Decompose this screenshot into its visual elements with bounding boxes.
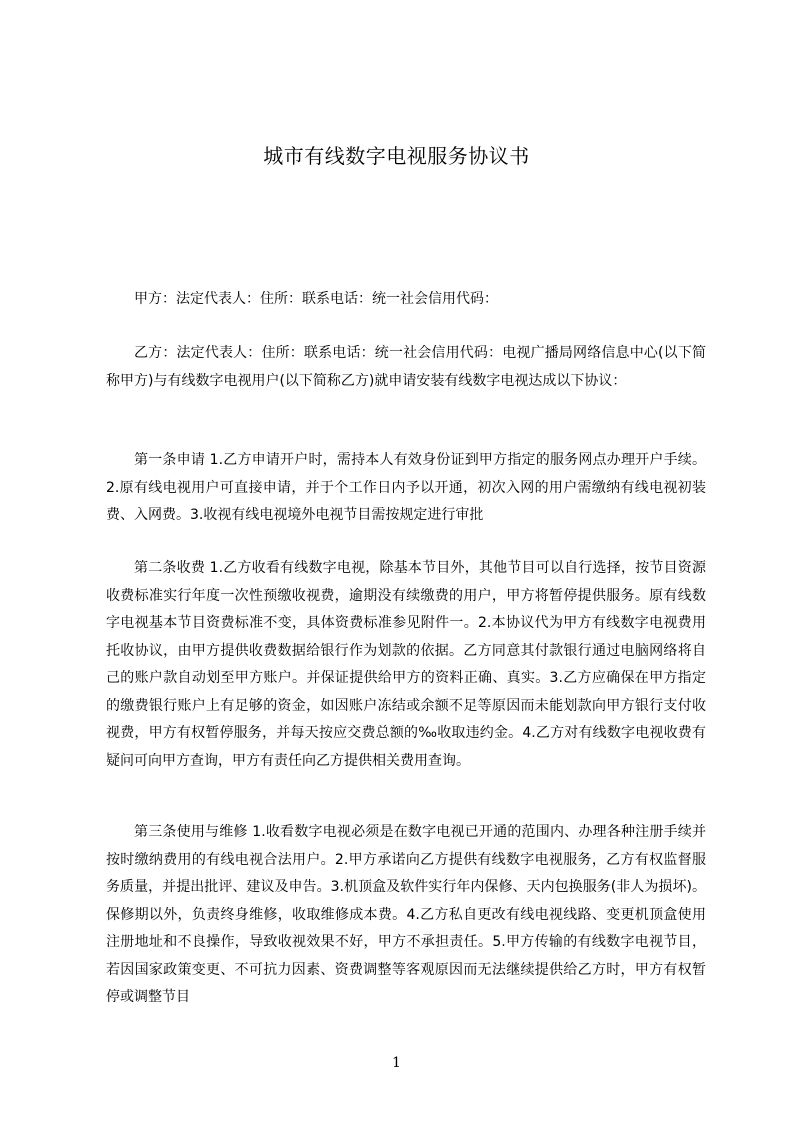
article-3-usage-maintenance: 第三条使用与维修 1.收看数字电视必须是在数字电视已开通的范围内、办理各种注册手续并按时缴纳费用的有线电视合法用户。2.甲方承诺向乙方提供有线数字电视服务，乙方有权监督服务质量，并提出批评、建议及申告。3.机顶盒及软件实行年内保修、天内包换服务(非人为损坏)。保修期以外，负责终身维修，收取维修成本费。4.乙方私自更改有线电视线路、变更机顶盒使用注册地址和不良操作，导致收视效果不好，甲方不承担责任。5.甲方传输的有线数字电视节目，若因国家政策变更、不可抗力因素、资费调整等客观原因而无法继续提供给乙方时，甲方有权暂停或调整节目 xyxy=(106,824,706,1005)
article-1-application: 第一条申请 1.乙方申请开户时，需持本人有效身份证到甲方指定的服务网点办理开户手续。2.原有线电视用户可直接申请，并于个工作日内予以开通，初次入网的用户需缴纳有线电视初装费、入网费。3.收视有线电视境外电视节目需按规定进行审批 xyxy=(106,452,706,523)
party-a-paragraph: 甲方：法定代表人：住所：联系电话：统一社会信用代码： xyxy=(134,291,498,307)
party-b-paragraph: 乙方：法定代表人：住所：联系电话：统一社会信用代码：电视广播局网络信息中心(以下简称甲方)与有线数字电视用户(以下简称乙方)就申请安装有线数字电视达成以下协议： xyxy=(106,345,706,389)
article-2-fees: 第二条收费 1.乙方收看有线数字电视，除基本节目外，其他节目可以自行选择，按节目资源收费标准实行年度一次性预缴收视费，逾期没有续缴费的用户，甲方将暂停提供服务。原有线数字电视基本节目资费标准不变，具体资费标准参见附件一。2.本协议代为甲方有线数字电视费用托收协议，由甲方提供收费数据给银行作为划款的依据。乙方同意其付款银行通过电脑网络将自己的账户款自动划至甲方账户。并保证提供给甲方的资料正确、真实。3.乙方应确保在甲方指定的缴费银行账户上有足够的资金，如因账户冻结或余额不足等原因而未能划款向甲方银行支付收视费，甲方有权暂停服务，并每天按应交费总额的‰收取违约金。4.乙方对有线数字电视收费有疑问可向甲方查询，甲方有责任向乙方提供相关费用查询。 xyxy=(106,560,706,769)
document-title: 城市有线数字电视服务协议书 xyxy=(263,144,530,168)
page-number: 1 xyxy=(392,1055,401,1071)
